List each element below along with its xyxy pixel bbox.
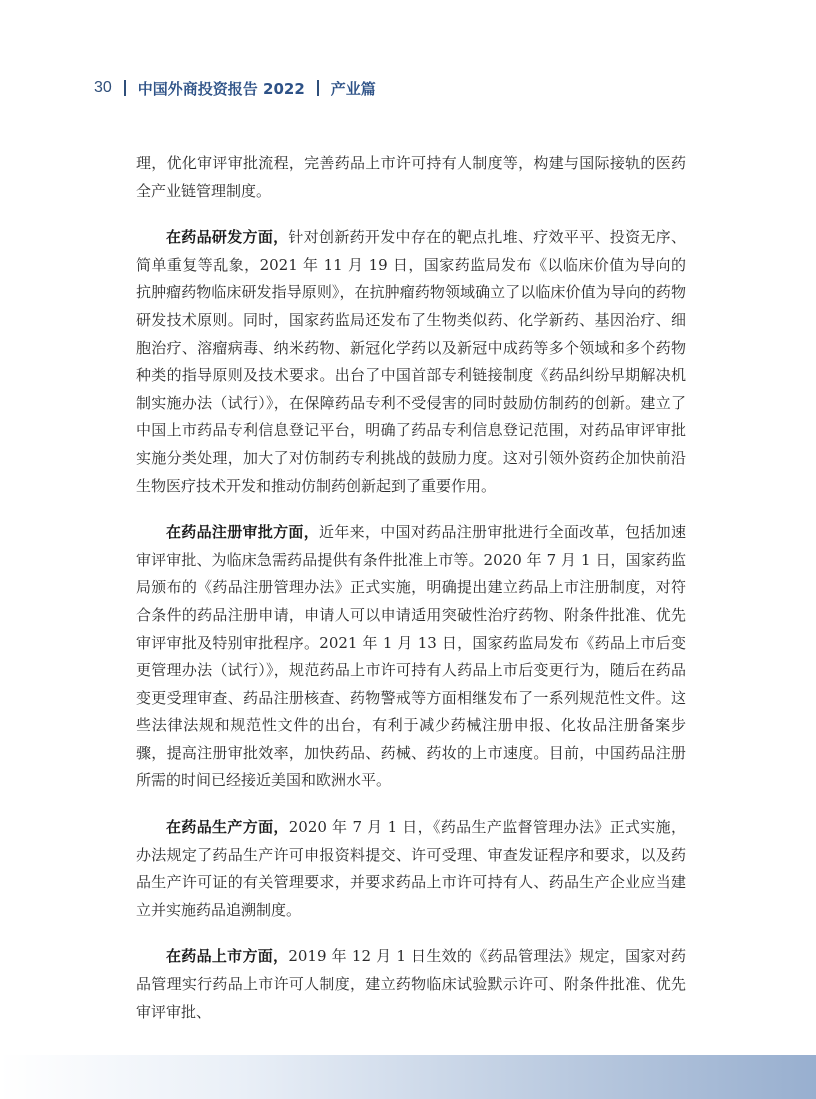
paragraph-text: 理，优化审评审批流程，完善药品上市许可持有人制度等，构建与国际接轨的医药全产业链管理制度。 xyxy=(136,154,686,200)
paragraph-text: 2019 年 12 月 1 日生效的《药品管理法》规定，国家对药品管理实行药品上市许可人制度，建立药物临床试验默示许可、附条件批准、优先审评审批、 xyxy=(136,947,686,1021)
paragraph-lead: 在药品生产方面， xyxy=(166,818,289,837)
paragraph-drug-rnd xyxy=(136,224,686,500)
body-text xyxy=(136,150,686,1045)
paragraph-drug-marketing xyxy=(136,943,686,1026)
paragraph-drug-production xyxy=(136,814,686,924)
report-title: 中国外商投资报告 2022 xyxy=(137,79,305,98)
page-number: 30 xyxy=(94,79,112,96)
paragraph-text: 2020 年 7 月 1 日，《药品生产监督管理办法》正式实施，办法规定了药品生产许可申报资料提交、许可受理、审查发证程序和要求，以及药品生产许可证的有关管理要求，并要求药品上市许可持有人、药品生产企业应当建立并实施药品追溯制度。 xyxy=(136,818,686,919)
paragraph-lead: 在药品研发方面， xyxy=(166,228,289,247)
paragraph-text: 近年来，中国对药品注册审批进行全面改革，包括加速审评审批、为临床急需药品提供有条件批准上市等。2020 年 7 月 1 日，国家药监局颁布的《药品注册管理办法》正式实施，明确提出建立药品上市注册制度，对符合条件的药品注册申请，申请人可以申请适用突破性治疗药物、附条件批准、优先审评审批及特别审批程序。2021 年 1 月 13 日，国家药监局发布《药品上市后变更管理办法（试行）》，规范药品上市许可持有人药品上市后变更行为，随后在药品变更受理审查、药品注册核查、药物警戒等方面相继发布了一系列规范性文件。这些法律法规和规范性文件的出台，有利于减少药械注册申报、化妆品注册备案步骤，提高注册审批效率，加快药品、药械、药妆的上市速度。目前，中国药品注册所需的时间已经接近美国和欧洲水平。 xyxy=(136,523,686,790)
paragraph-continuation xyxy=(136,150,686,205)
paragraph-text: 针对创新药开发中存在的靶点扎堆、疗效平平、投资无序、简单重复等乱象，2021 年 11 月 19 日，国家药监局发布《以临床价值为导向的抗肿瘤药物临床研发指导原则》，在抗肿瘤药物领域确立了以临床价值为导向的药物研发技术原则。同时，国家药监局还发布了生物类似药、化学新药、基因治疗、细胞治疗、溶瘤病毒、纳米药物、新冠化学药以及新冠中成药等多个领域和多个药物种类的指导原则及技术要求。出台了中国首部专利链接制度《药品纠纷早期解决机制实施办法（试行）》，在保障药品专利不受侵害的同时鼓励仿制药的创新。建立了中国上市药品专利信息登记平台，明确了药品专利信息登记范围，对药品审评审批实施分类处理，加大了对仿制药专利挑战的鼓励力度。这对引领外资药企加快前沿生物医疗技术开发和推动仿制药创新起到了重要作用。 xyxy=(136,228,686,495)
paragraph-drug-registration xyxy=(136,519,686,795)
footer-decorative-band xyxy=(0,1055,816,1099)
header-divider xyxy=(124,80,126,96)
header-divider xyxy=(317,80,319,96)
paragraph-lead: 在药品注册审批方面， xyxy=(166,523,320,542)
paragraph-lead: 在药品上市方面， xyxy=(166,947,289,966)
section-title: 产业篇 xyxy=(330,79,376,98)
running-header xyxy=(94,76,376,100)
